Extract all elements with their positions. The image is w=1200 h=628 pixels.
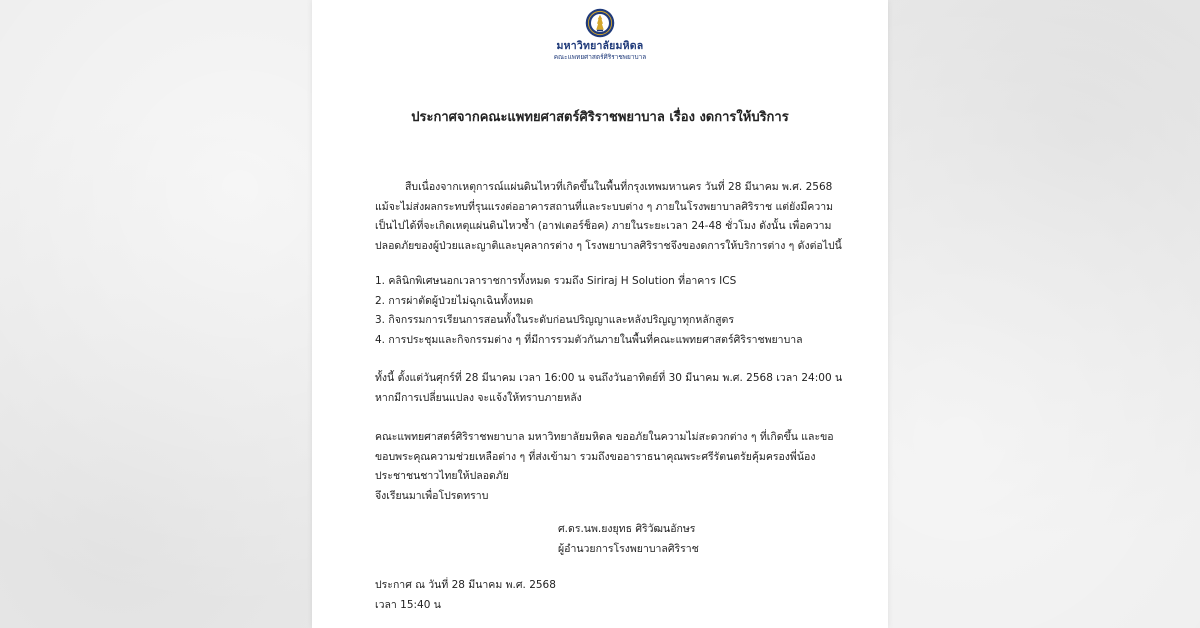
apology-line: จึงเรียนมาเพื่อโปรดทราบ (375, 489, 489, 502)
apology-line: ประชาชนชาวไทยให้ปลอดภัย (375, 470, 509, 482)
announcement-paper (312, 0, 888, 628)
mahidol-seal-icon (585, 8, 615, 38)
suspended-services-list (375, 272, 855, 350)
intro-line: แม้จะไม่ส่งผลกระทบที่รุนแรงต่ออาคารสถานที่และระบบต่าง ๆ ภายในโรงพยาบาลศิริราช แต่ยังมีความ (375, 200, 834, 213)
period-paragraph (375, 369, 855, 408)
issued-block (375, 576, 556, 615)
apology-line: คณะแพทยศาสตร์ศิริราชพยาบาล มหาวิทยาลัยมหิดล ขออภัยในความไม่สะดวกต่าง ๆ ที่เกิดขึ้น และขอ (375, 431, 834, 443)
issued-date: ประกาศ ณ วันที่ 28 มีนาคม พ.ศ. 2568 (375, 579, 556, 591)
issued-time: เวลา 15:40 น (375, 598, 441, 611)
university-name: มหาวิทยาลัยมหิดล (556, 40, 644, 52)
list-item: 3. กิจกรรมการเรียนการสอนทั้งในระดับก่อนปริญญาและหลังปริญญาทุกหลักสูตร (375, 314, 734, 326)
signatory-name: ศ.ดร.นพ.ยงยุทธ ศิริวัฒนอักษร (558, 523, 696, 535)
list-item: 2. การผ่าตัดผู้ป่วยไม่ฉุกเฉินทั้งหมด (375, 294, 534, 307)
signature-block (558, 520, 699, 559)
intro-line: ปลอดภัยของผู้ป่วยและญาติและบุคลากรต่าง ๆ โรงพยาบาลศิริราชจึงของดการให้บริการต่าง ๆ ดังต่อไปนี้ (375, 239, 842, 252)
intro-line: เป็นไปได้ที่จะเกิดเหตุแผ่นดินไหวซ้ำ (อาฟเตอร์ช็อค) ภายในระยะเวลา 24-48 ชั่วโมง ดังนั้น เพื่อความ (375, 220, 832, 232)
list-item: 1. คลินิกพิเศษนอกเวลาราชการทั้งหมด รวมถึง Siriraj H Solution ที่อาคาร ICS (375, 275, 737, 287)
period-line: หากมีการเปลี่ยนแปลง จะแจ้งให้ทราบภายหลัง (375, 391, 582, 404)
announcement-title: ประกาศจากคณะแพทยศาสตร์ศิริราชพยาบาล เรื่อง งดการให้บริการ (411, 110, 789, 125)
letterhead (312, 8, 888, 62)
apology-line: ขอบพระคุณความช่วยเหลือต่าง ๆ ที่ส่งเข้ามา รวมถึงขออาราธนาคุณพระศรีรัตนตรัยคุ้มครองพี่น้อง (375, 450, 816, 463)
period-line: ทั้งนี้ ตั้งแต่วันศุกร์ที่ 28 มีนาคม เวลา 16:00 น จนถึงวันอาทิตย์ที่ 30 มีนาคม พ.ศ. 2568 เวลา 24:00 น (375, 372, 843, 384)
intro-line: สืบเนื่องจากเหตุการณ์แผ่นดินไหวที่เกิดขึ้นในพื้นที่กรุงเทพมหานคร วันที่ 28 มีนาคม พ.ศ. 2568 (405, 181, 833, 193)
list-item: 4. การประชุมและกิจกรรมต่าง ๆ ที่มีการรวมตัวกันภายในพื้นที่คณะแพทยศาสตร์ศิริราชพยาบาล (375, 333, 803, 346)
intro-paragraph (375, 178, 855, 256)
faculty-name: คณะแพทยศาสตร์ศิริราชพยาบาล (553, 53, 647, 61)
signatory-position: ผู้อำนวยการโรงพยาบาลศิริราช (558, 542, 699, 555)
apology-paragraph (375, 428, 855, 506)
